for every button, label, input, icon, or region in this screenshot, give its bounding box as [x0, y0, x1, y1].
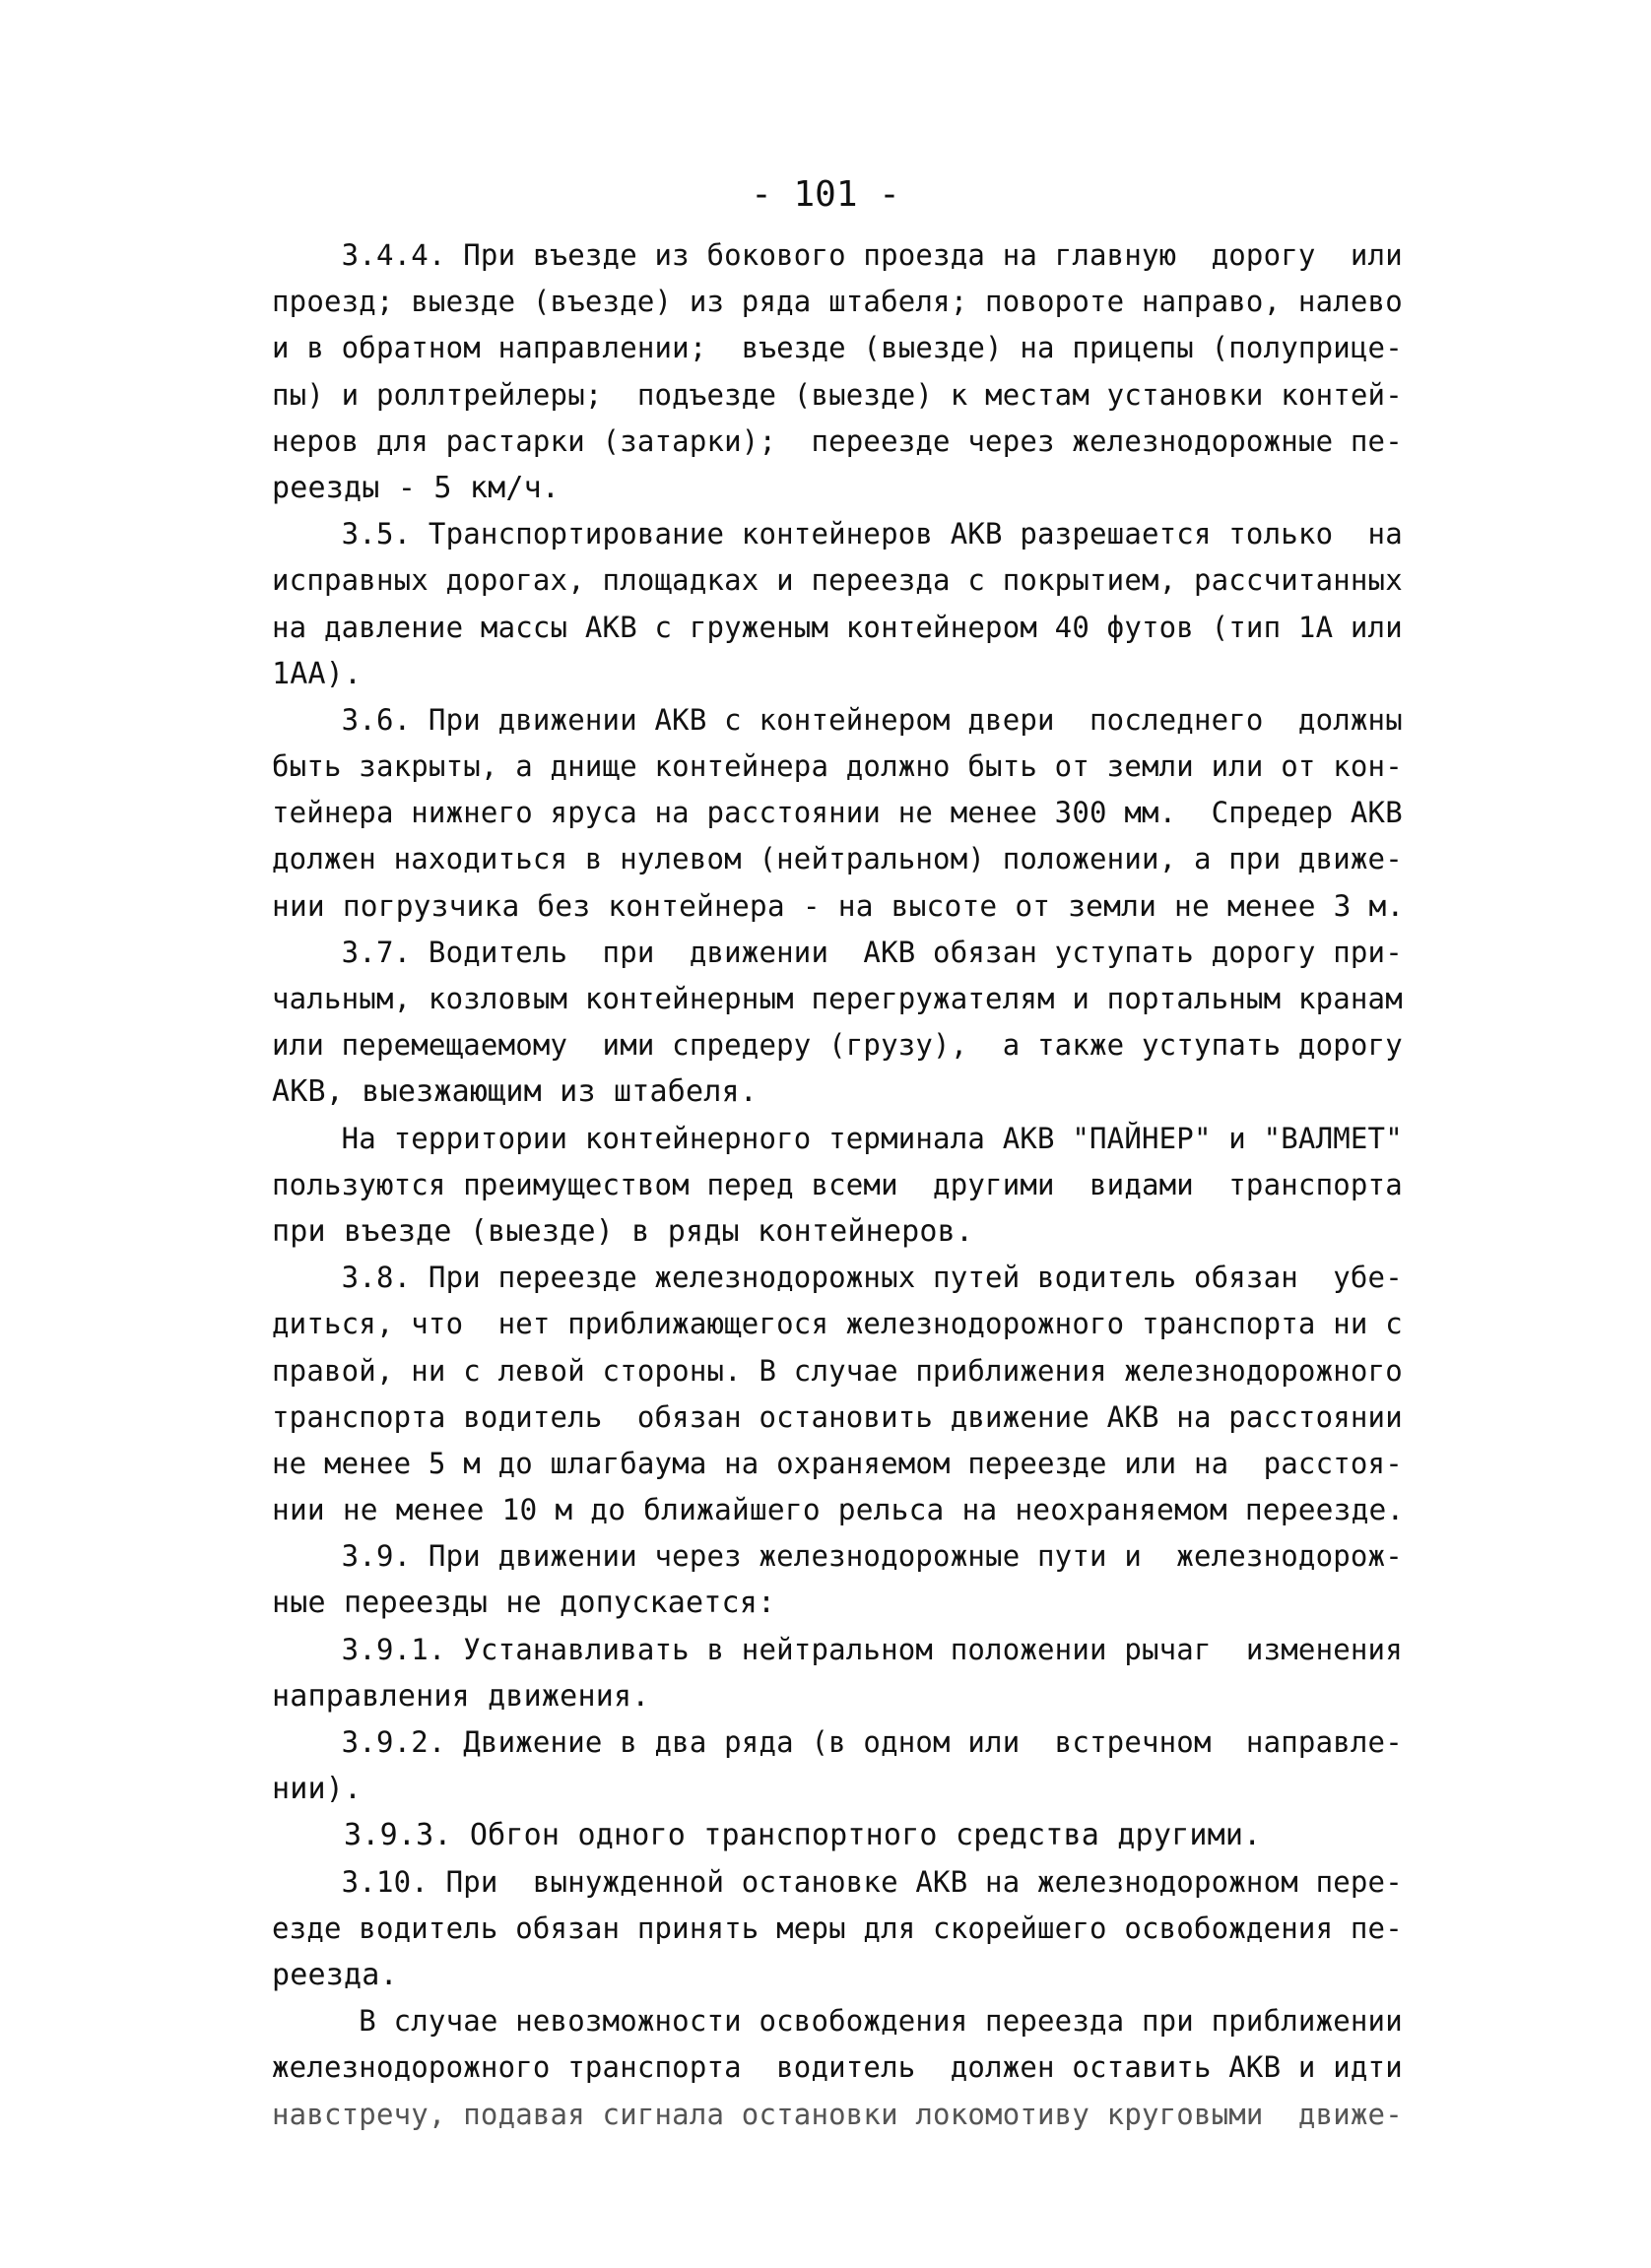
text-line: 3.5. Транспортирование контейнеров АКВ разрешается только на [272, 517, 1403, 551]
text-line: В случае невозможности освобождения переезда при приближении [272, 2004, 1403, 2039]
text-line: не менее 5 м до шлагбаума на охраняемом переезде или на расстоя- [272, 1446, 1403, 1480]
text-line: 3.4.4. При въезде из бокового проезда на главную дорогу или [272, 238, 1403, 272]
text-line: пы) и роллтрейлеры; подъезде (выезде) к местам установки контей- [272, 377, 1403, 412]
text-line: АКВ, выезжающим из штабеля. [272, 1074, 759, 1110]
text-line: нии погрузчика без контейнера - на высоте от земли не менее 3 м. [272, 888, 1405, 923]
text-line: направления движения. [272, 1678, 650, 1714]
text-line: правой, ни с левой стороны. В случае приближения железнодорожного [272, 1353, 1403, 1388]
text-line: 3.7. Водитель при движении АКВ обязан уступать дорогу при- [272, 935, 1403, 969]
text-line: железнодорожного транспорта водитель должен оставить АКВ и идти [272, 2050, 1403, 2085]
text-line: или перемещаемому ими спредеру (грузу), а также уступать дорогу [272, 1028, 1403, 1063]
text-line: и в обратном направлении; въезде (выезде) на прицепы (полуприце- [272, 331, 1403, 365]
text-line: 3.9.2. Движение в два ряда (в одном или встречном направле- [272, 1725, 1403, 1759]
text-line: реезды - 5 км/ч. [272, 470, 561, 505]
text-line: при въезде (выезде) в ряды контейнеров. [272, 1213, 974, 1249]
text-line: 3.9.3. Обгон одного транспортного средства другими. [272, 1818, 1262, 1853]
text-line: реезда. [272, 1957, 398, 1992]
text-line: на давление массы АКВ с груженым контейнером 40 футов (тип 1А или [272, 610, 1403, 644]
text-line: 3.9. При движении через железнодорожные пути и железнодорож- [272, 1539, 1403, 1574]
text-line: исправных дорогах, площадках и переезда с покрытием, рассчитанных [272, 563, 1403, 598]
text-line: транспорта водитель обязан остановить движение АКВ на расстоянии [272, 1399, 1403, 1434]
text-line: быть закрыты, а днище контейнера должно быть от земли или от кон- [272, 749, 1403, 784]
text-line: 3.9.1. Устанавливать в нейтральном положении рычаг изменения [272, 1632, 1403, 1666]
text-line: езде водитель обязан принять меры для скорейшего освобождения пе- [272, 1911, 1403, 1945]
body-text [272, 232, 1415, 2138]
text-line: нии). [272, 1772, 363, 1807]
text-line: 1АА). [272, 656, 363, 691]
text-line: нии не менее 10 м до ближайшего рельса на неохраняемом переезде. [272, 1493, 1405, 1527]
text-line: 3.10. При вынужденной остановке АКВ на железнодорожном пере- [272, 1864, 1403, 1899]
text-line: 3.8. При переезде железнодорожных путей водитель обязан убе- [272, 1261, 1403, 1295]
text-line: тейнера нижнего яруса на расстоянии не менее 300 мм. Спредер АКВ [272, 796, 1403, 830]
text-line: 3.6. При движении АКВ с контейнером двери последнего должны [272, 702, 1403, 737]
text-line: ные переезды не допускается: [272, 1586, 776, 1621]
page-number: - 101 - [751, 174, 900, 215]
text-line: диться, что нет приближающегося железнодорожного транспорта ни с [272, 1307, 1403, 1341]
text-line: навстречу, подавая сигнала остановки локомотиву круговыми движе- [272, 2097, 1403, 2131]
text-line: неров для растарки (затарки); переезде через железнодорожные пе- [272, 423, 1403, 458]
text-line: чальным, козловым контейнерным перегружателям и портальным кранам [272, 982, 1403, 1015]
text-line: На территории контейнерного терминала АКВ "ПАЙНЕР" и "ВАЛМЕТ" [272, 1121, 1403, 1155]
text-line: проезд; выезде (въезде) из ряда штабеля; повороте направо, налево [272, 285, 1403, 319]
text-line: пользуются преимуществом перед всеми другими видами транспорта [272, 1167, 1403, 1201]
text-line: должен находиться в нулевом (нейтральном) положении, а при движе- [272, 842, 1403, 876]
